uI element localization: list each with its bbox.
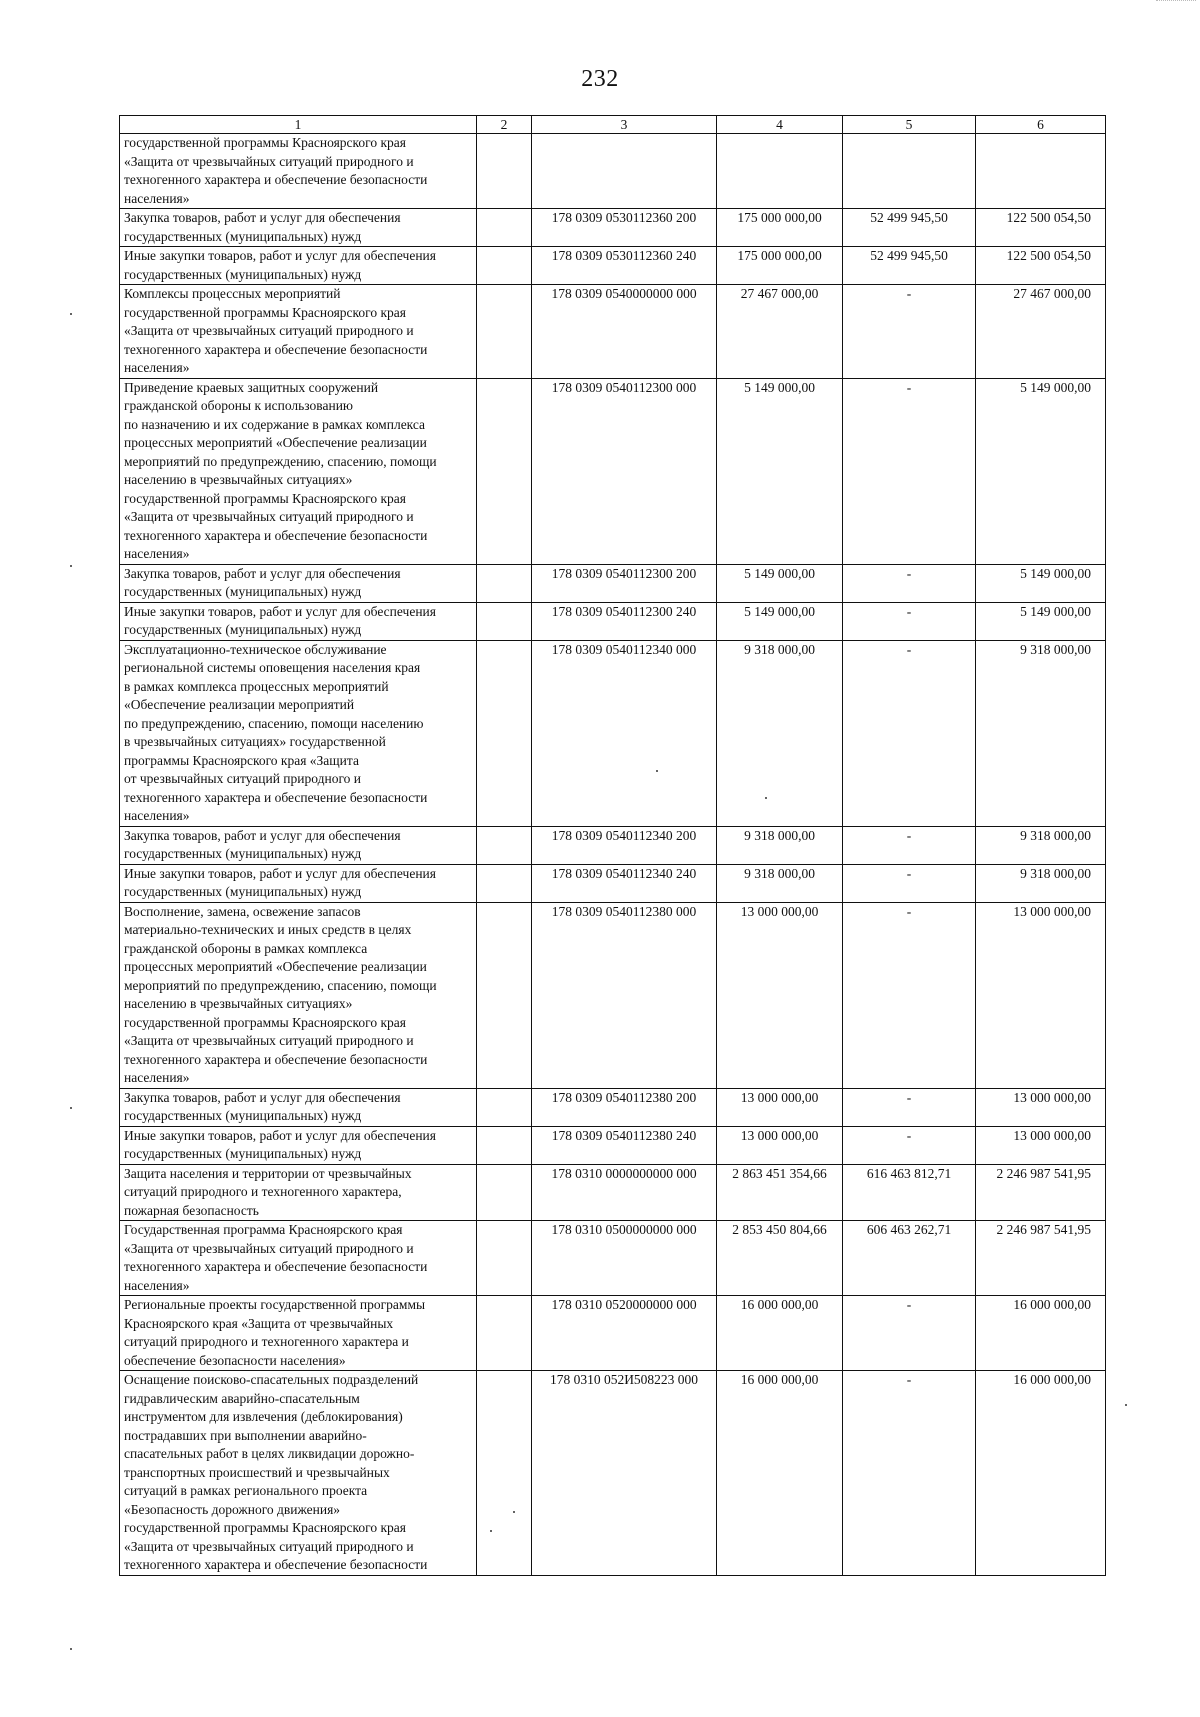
row-name-cell: Восполнение, замена, освежение запасов материально-технических и иных средств в целях гражданской обороны в рамках комплекса процессных мероприятий «Обеспечение реализации мероприятий по предупреждению, спасению, помощи населению в чрезвычайных ситуациях» государственной программы Красноярского края «Защита от чрезвычайных ситуаций природного и техногенного характера и обеспечение безопасности населения» <box>120 902 477 1088</box>
row-col2-cell <box>477 378 532 564</box>
row-code-cell: 178 0309 0530112360 240 <box>532 247 717 285</box>
table-row <box>120 564 1106 602</box>
row-executed-cell: - <box>843 1088 976 1126</box>
row-code-cell: 178 0309 0540112300 200 <box>532 564 717 602</box>
row-col2-cell <box>477 1164 532 1221</box>
row-remaining-cell: 16 000 000,00 <box>976 1371 1106 1576</box>
scan-speck <box>1125 1404 1127 1406</box>
row-code-cell: 178 0309 0540000000 000 <box>532 285 717 379</box>
row-executed-cell: - <box>843 378 976 564</box>
row-name-cell: Иные закупки товаров, работ и услуг для обеспечения государственных (муниципальных) нужд <box>120 602 477 640</box>
table-row <box>120 1371 1106 1576</box>
row-code-cell: 178 0309 0540112340 200 <box>532 826 717 864</box>
row-remaining-cell: 122 500 054,50 <box>976 247 1106 285</box>
scan-speck <box>765 797 767 799</box>
row-code-cell: 178 0309 0540112300 000 <box>532 378 717 564</box>
row-executed-cell: - <box>843 826 976 864</box>
row-amount-cell: 13 000 000,00 <box>717 1088 843 1126</box>
row-name-cell: Иные закупки товаров, работ и услуг для обеспечения государственных (муниципальных) нужд <box>120 1126 477 1164</box>
row-executed-cell: - <box>843 285 976 379</box>
scan-speck <box>490 1530 492 1532</box>
header-cell: 2 <box>477 116 532 134</box>
scan-mark <box>1156 0 1196 5</box>
table-row <box>120 864 1106 902</box>
row-col2-cell <box>477 902 532 1088</box>
header-cell: 3 <box>532 116 717 134</box>
row-executed-cell <box>843 134 976 209</box>
budget-table <box>119 115 1106 1576</box>
row-amount-cell: 16 000 000,00 <box>717 1371 843 1576</box>
row-remaining-cell: 16 000 000,00 <box>976 1296 1106 1371</box>
table-row <box>120 209 1106 247</box>
row-remaining-cell: 9 318 000,00 <box>976 864 1106 902</box>
row-executed-cell: - <box>843 602 976 640</box>
row-remaining-cell: 13 000 000,00 <box>976 1088 1106 1126</box>
row-code-cell: 178 0310 0520000000 000 <box>532 1296 717 1371</box>
row-executed-cell: 616 463 812,71 <box>843 1164 976 1221</box>
row-name-cell: Закупка товаров, работ и услуг для обеспечения государственных (муниципальных) нужд <box>120 1088 477 1126</box>
row-executed-cell: 52 499 945,50 <box>843 209 976 247</box>
row-name-cell: Закупка товаров, работ и услуг для обеспечения государственных (муниципальных) нужд <box>120 564 477 602</box>
row-col2-cell <box>477 640 532 826</box>
row-amount-cell: 13 000 000,00 <box>717 902 843 1088</box>
row-remaining-cell: 13 000 000,00 <box>976 902 1106 1088</box>
row-code-cell: 178 0310 0000000000 000 <box>532 1164 717 1221</box>
row-code-cell: 178 0310 052И508223 000 <box>532 1371 717 1576</box>
row-remaining-cell: 27 467 000,00 <box>976 285 1106 379</box>
row-col2-cell <box>477 1296 532 1371</box>
row-code-cell: 178 0309 0540112380 200 <box>532 1088 717 1126</box>
table-row <box>120 134 1106 209</box>
row-code-cell: 178 0309 0540112300 240 <box>532 602 717 640</box>
row-name-cell: Государственная программа Красноярского края «Защита от чрезвычайных ситуаций природного и техногенного характера и обеспечение безопасности населения» <box>120 1221 477 1296</box>
row-col2-cell <box>477 1088 532 1126</box>
table-row <box>120 826 1106 864</box>
row-executed-cell: - <box>843 564 976 602</box>
table-row <box>120 1221 1106 1296</box>
row-amount-cell: 5 149 000,00 <box>717 378 843 564</box>
header-cell: 1 <box>120 116 477 134</box>
row-executed-cell: 606 463 262,71 <box>843 1221 976 1296</box>
row-amount-cell: 175 000 000,00 <box>717 247 843 285</box>
row-name-cell: Эксплуатационно-техническое обслуживание региональной системы оповещения населения края в рамках комплекса процессных мероприятий «Обеспечение реализации мероприятий по предупреждению, спасению, помощи населению в чрезвычайных ситуациях» государственной программы Красноярского края «Защита от чрезвычайных ситуаций природного и техногенного характера и обеспечение безопасности населения» <box>120 640 477 826</box>
row-code-cell: 178 0309 0530112360 200 <box>532 209 717 247</box>
table-row <box>120 1164 1106 1221</box>
row-col2-cell <box>477 209 532 247</box>
header-cell: 5 <box>843 116 976 134</box>
row-name-cell: Приведение краевых защитных сооружений гражданской обороны к использованию по назначению и их содержание в рамках комплекса процессных мероприятий «Обеспечение реализации мероприятий по предупреждению, спасению, помощи населению в чрезвычайных ситуациях» государственной программы Красноярского края «Защита от чрезвычайных ситуаций природного и техногенного характера и обеспечение безопасности населения» <box>120 378 477 564</box>
row-amount-cell: 2 863 451 354,66 <box>717 1164 843 1221</box>
row-amount-cell: 5 149 000,00 <box>717 564 843 602</box>
row-col2-cell <box>477 602 532 640</box>
row-name-cell: Региональные проекты государственной программы Красноярского края «Защита от чрезвычайных ситуаций природного и техногенного характера и обеспечение безопасности населения» <box>120 1296 477 1371</box>
row-col2-cell <box>477 1221 532 1296</box>
table-row <box>120 1088 1106 1126</box>
row-remaining-cell: 2 246 987 541,95 <box>976 1164 1106 1221</box>
row-remaining-cell: 13 000 000,00 <box>976 1126 1106 1164</box>
scan-speck <box>70 313 72 315</box>
row-name-cell: Оснащение поисково-спасательных подразделений гидравлическим аварийно-спасательным инструментом для извлечения (деблокирования) пострадавших при выполнении аварийно- спасательных работ в целях ликвидации дорожно- транспортных происшествий и чрезвычайных ситуаций в рамках регионального проекта «Безопасность дорожного движения» государственной программы Красноярского края «Защита от чрезвычайных ситуаций природного и техногенного характера и обеспечение безопасности <box>120 1371 477 1576</box>
row-executed-cell: 52 499 945,50 <box>843 247 976 285</box>
scan-speck <box>656 770 658 772</box>
row-code-cell: 178 0309 0540112340 240 <box>532 864 717 902</box>
row-remaining-cell: 2 246 987 541,95 <box>976 1221 1106 1296</box>
row-col2-cell <box>477 826 532 864</box>
row-amount-cell: 9 318 000,00 <box>717 826 843 864</box>
scan-speck <box>70 1107 72 1109</box>
table-row <box>120 1126 1106 1164</box>
page-number: 232 <box>581 66 619 92</box>
row-name-cell: Защита населения и территории от чрезвычайных ситуаций природного и техногенного характера, пожарная безопасность <box>120 1164 477 1221</box>
row-col2-cell <box>477 864 532 902</box>
header-cell: 4 <box>717 116 843 134</box>
row-col2-cell <box>477 247 532 285</box>
row-code-cell: 178 0309 0540112340 000 <box>532 640 717 826</box>
table-header-row <box>120 116 1106 134</box>
table-row <box>120 247 1106 285</box>
row-col2-cell <box>477 564 532 602</box>
row-col2-cell <box>477 1126 532 1164</box>
row-remaining-cell: 9 318 000,00 <box>976 640 1106 826</box>
table-row <box>120 378 1106 564</box>
row-name-cell: Комплексы процессных мероприятий государственной программы Красноярского края «Защита от чрезвычайных ситуаций природного и техногенного характера и обеспечение безопасности населения» <box>120 285 477 379</box>
row-name-cell: Закупка товаров, работ и услуг для обеспечения государственных (муниципальных) нужд <box>120 826 477 864</box>
row-col2-cell <box>477 285 532 379</box>
row-remaining-cell: 5 149 000,00 <box>976 564 1106 602</box>
row-remaining-cell <box>976 134 1106 209</box>
row-code-cell <box>532 134 717 209</box>
row-remaining-cell: 9 318 000,00 <box>976 826 1106 864</box>
row-remaining-cell: 5 149 000,00 <box>976 378 1106 564</box>
row-amount-cell: 5 149 000,00 <box>717 602 843 640</box>
row-remaining-cell: 5 149 000,00 <box>976 602 1106 640</box>
row-code-cell: 178 0309 0540112380 000 <box>532 902 717 1088</box>
row-col2-cell <box>477 134 532 209</box>
row-amount-cell: 13 000 000,00 <box>717 1126 843 1164</box>
scan-speck <box>70 565 72 567</box>
row-executed-cell: - <box>843 864 976 902</box>
row-col2-cell <box>477 1371 532 1576</box>
row-executed-cell: - <box>843 902 976 1088</box>
row-name-cell: Закупка товаров, работ и услуг для обеспечения государственных (муниципальных) нужд <box>120 209 477 247</box>
row-amount-cell: 9 318 000,00 <box>717 864 843 902</box>
table-row <box>120 602 1106 640</box>
table-row <box>120 640 1106 826</box>
scan-speck <box>70 1648 72 1650</box>
row-amount-cell: 175 000 000,00 <box>717 209 843 247</box>
row-name-cell: Иные закупки товаров, работ и услуг для обеспечения государственных (муниципальных) нужд <box>120 247 477 285</box>
row-executed-cell: - <box>843 1126 976 1164</box>
row-code-cell: 178 0310 0500000000 000 <box>532 1221 717 1296</box>
header-cell: 6 <box>976 116 1106 134</box>
row-amount-cell: 9 318 000,00 <box>717 640 843 826</box>
row-amount-cell: 2 853 450 804,66 <box>717 1221 843 1296</box>
row-amount-cell <box>717 134 843 209</box>
table-row <box>120 285 1106 379</box>
row-executed-cell: - <box>843 640 976 826</box>
row-name-cell: государственной программы Красноярского края «Защита от чрезвычайных ситуаций природного и техногенного характера и обеспечение безопасности населения» <box>120 134 477 209</box>
row-remaining-cell: 122 500 054,50 <box>976 209 1106 247</box>
row-amount-cell: 16 000 000,00 <box>717 1296 843 1371</box>
row-name-cell: Иные закупки товаров, работ и услуг для обеспечения государственных (муниципальных) нужд <box>120 864 477 902</box>
scan-speck <box>513 1511 515 1513</box>
row-executed-cell: - <box>843 1371 976 1576</box>
table-row <box>120 1296 1106 1371</box>
table-row <box>120 902 1106 1088</box>
row-amount-cell: 27 467 000,00 <box>717 285 843 379</box>
row-code-cell: 178 0309 0540112380 240 <box>532 1126 717 1164</box>
row-executed-cell: - <box>843 1296 976 1371</box>
